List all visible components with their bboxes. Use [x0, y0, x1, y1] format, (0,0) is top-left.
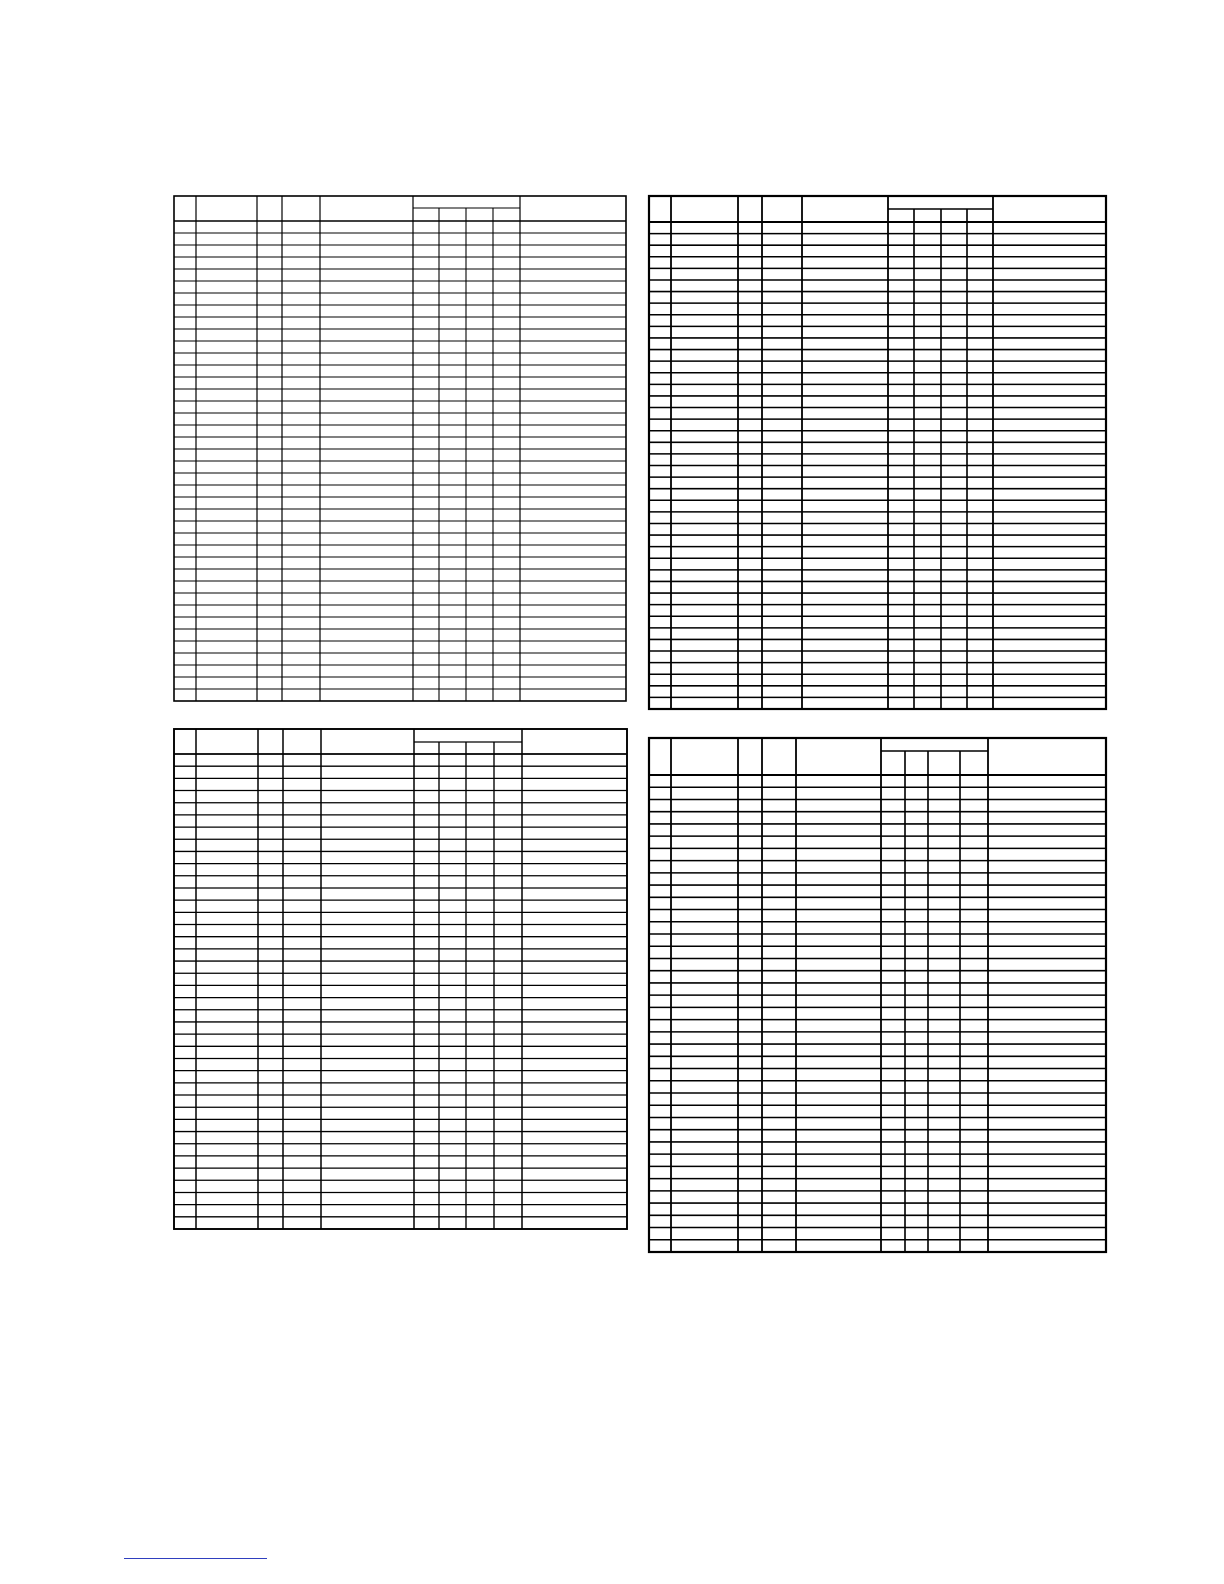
form-table-bottom-left [174, 729, 627, 1229]
footnote-rule [124, 1558, 267, 1559]
table-frame [649, 196, 1106, 709]
form-table-top-right [649, 196, 1106, 709]
form-table-bottom-right [649, 738, 1106, 1252]
table-frame [174, 729, 627, 1229]
form-table-top-left [174, 196, 626, 701]
